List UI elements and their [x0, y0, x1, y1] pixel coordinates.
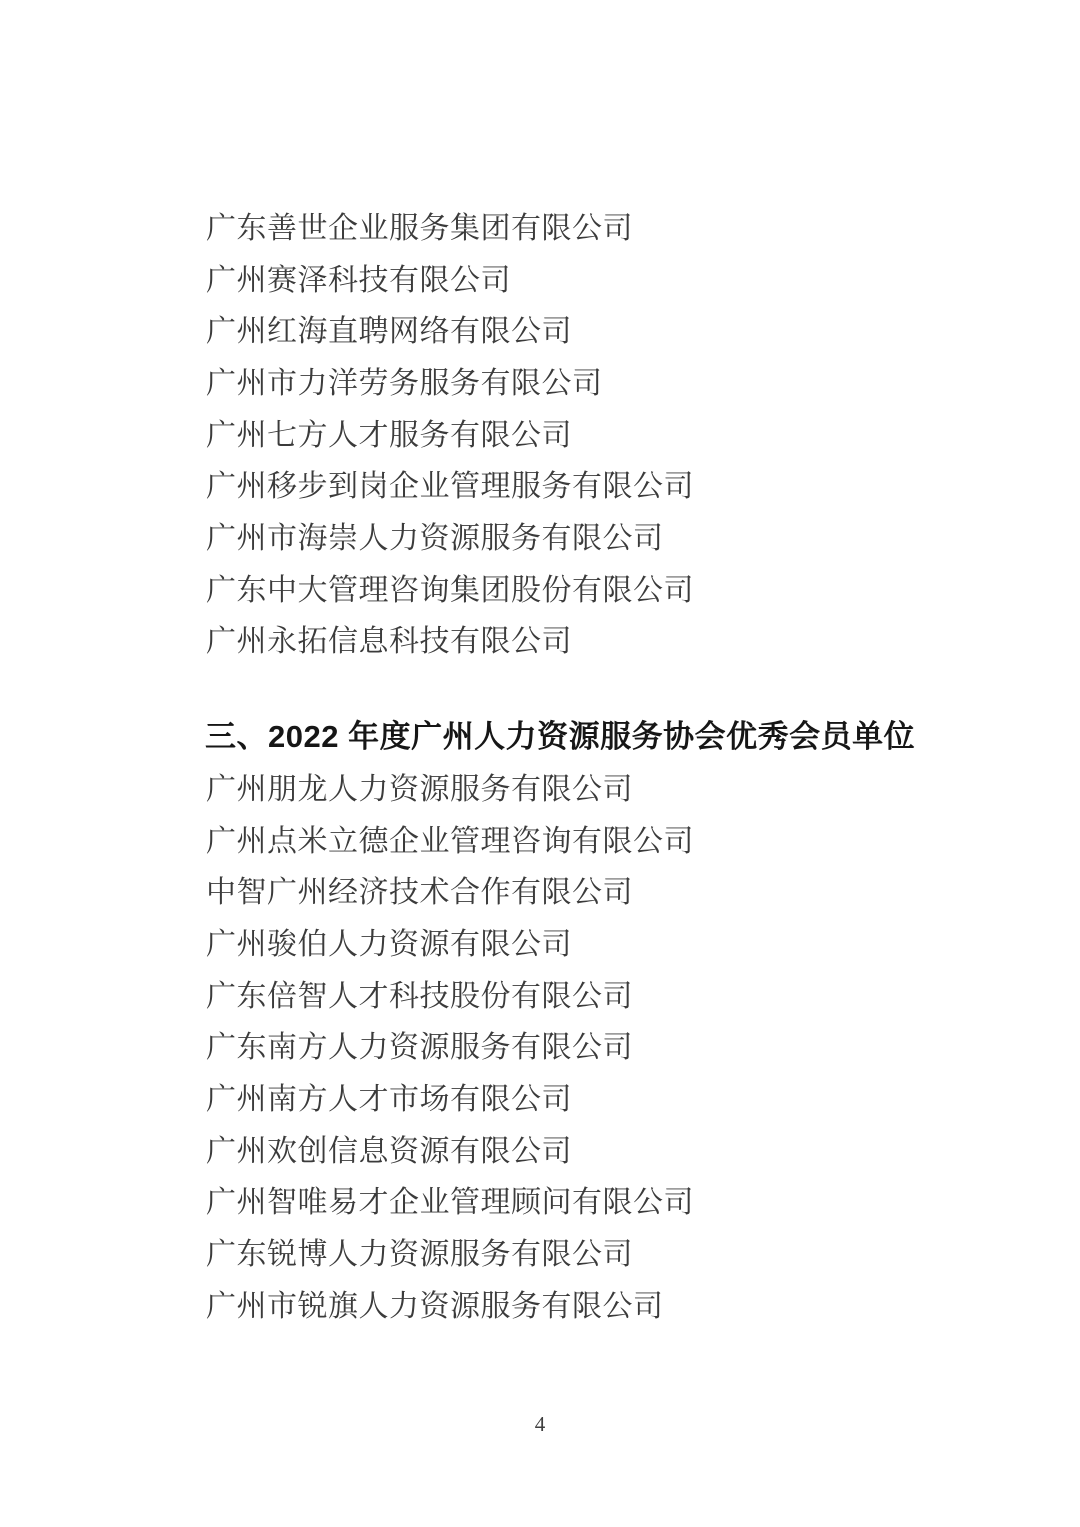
company-name: 广州市力洋劳务服务有限公司	[206, 366, 603, 400]
member-list-continued	[206, 199, 694, 664]
company-name: 广东善世企业服务集团有限公司	[206, 211, 633, 245]
company-name: 中智广州经济技术合作有限公司	[206, 876, 633, 910]
company-name: 广州移步到岗企业管理服务有限公司	[206, 470, 694, 504]
company-name: 广州七方人才服务有限公司	[206, 418, 572, 452]
company-name: 广东南方人力资源服务有限公司	[206, 1031, 633, 1065]
company-name: 广州市海崇人力资源服务有限公司	[206, 521, 664, 555]
company-name: 广州南方人才市场有限公司	[206, 1082, 572, 1116]
company-name: 广州市锐旗人力资源服务有限公司	[206, 1289, 664, 1323]
company-name: 广州智唯易才企业管理顾问有限公司	[206, 1186, 694, 1220]
company-name: 广东中大管理咨询集团股份有限公司	[206, 573, 694, 607]
company-name: 广州朋龙人力资源服务有限公司	[206, 772, 633, 806]
company-name: 广东倍智人才科技股份有限公司	[206, 979, 633, 1013]
excellent-member-list	[206, 760, 694, 1329]
company-name: 广州欢创信息资源有限公司	[206, 1134, 572, 1168]
company-name: 广州骏伯人力资源有限公司	[206, 927, 572, 961]
section-three-heading: 三、2022 年度广州人力资源服务协会优秀会员单位	[205, 718, 916, 754]
page-number: 4	[534, 1412, 546, 1436]
company-name: 广州永拓信息科技有限公司	[206, 625, 572, 659]
company-name: 广州红海直聘网络有限公司	[206, 315, 572, 349]
company-name: 广州赛泽科技有限公司	[206, 263, 511, 297]
company-name: 广州点米立德企业管理咨询有限公司	[206, 824, 694, 858]
company-name: 广东锐博人力资源服务有限公司	[206, 1238, 633, 1272]
